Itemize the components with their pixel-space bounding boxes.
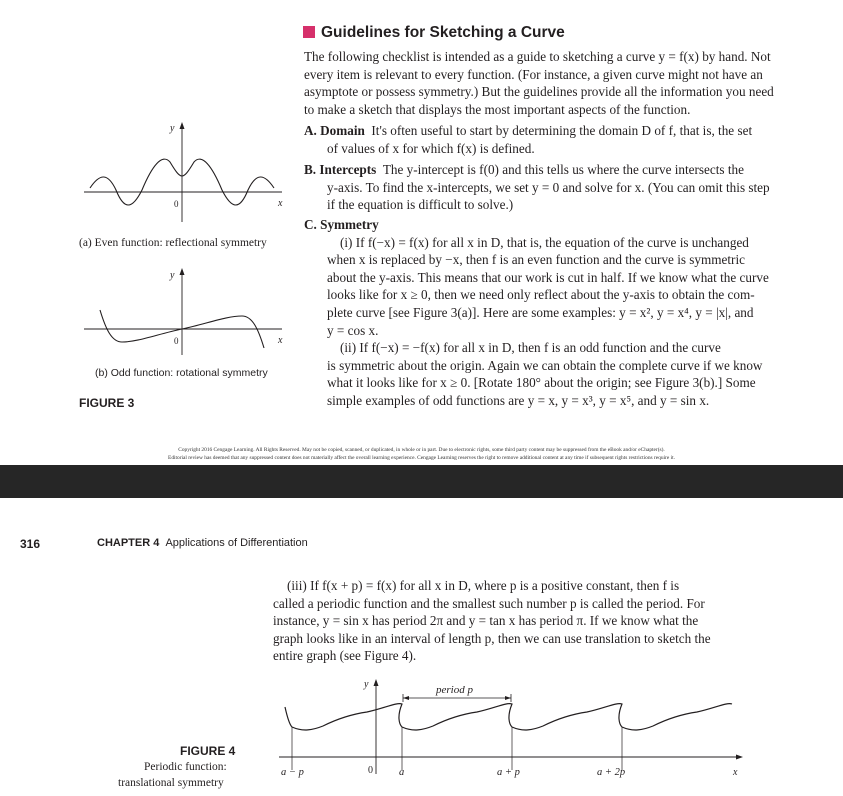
- origin-label: 0: [174, 336, 179, 346]
- text-line: The y-intercept is f(0) and this tells us where the curve intersects the: [382, 162, 744, 177]
- text-line: looks like for x ≥ 0, then we need only reflect about the y-axis to obtain the com-: [327, 287, 755, 303]
- x-axis-label: x: [278, 335, 283, 346]
- section-heading: Guidelines for Sketching a Curve: [303, 24, 565, 42]
- text-line: (iii) If f(x + p) = f(x) for all x in D, where p is a positive constant, then f is: [287, 578, 680, 593]
- figure-4-caption-line-2: translational symmetry: [118, 777, 224, 789]
- y-axis-label: y: [364, 679, 369, 690]
- text-line: every item is relevant to every function. (For instance, a given curve might not have an: [304, 66, 763, 82]
- page-divider: [0, 465, 843, 498]
- origin-label: 0: [368, 765, 373, 776]
- periodic-paragraph: [273, 577, 803, 665]
- figure-3a-caption: (a) Even function: reflectional symmetry: [79, 237, 267, 249]
- chapter-label: CHAPTER 4: [97, 537, 160, 549]
- intercepts-item: [304, 161, 824, 214]
- text-line: instance, y = sin x has period 2π and y = tan x has period π. If we know what the: [273, 613, 699, 629]
- text-line: plete curve [see Figure 3(a)]. Here are some examples: y = x², y = x⁴, y = |x|, and: [327, 304, 754, 320]
- figure-3-title: FIGURE 3: [79, 396, 135, 410]
- text-line: graph looks like in an interval of length p, then we can use translation to sketch the: [273, 630, 711, 646]
- period-label: period p: [436, 684, 473, 696]
- text-line: entire graph (see Figure 4).: [273, 648, 417, 664]
- heading-square-icon: [303, 26, 315, 38]
- tick-label: a + p: [497, 767, 520, 778]
- text-line: y = cos x.: [327, 322, 379, 338]
- text-line: asymptote or possess symmetry.) But the guidelines provide all the information you need: [304, 84, 774, 100]
- copyright-line: Editorial review has deemed that any suppressed content does not materially affect the overall learning experience. Cengage Learning reserves the right to remove additional content at any time if subsequent rights restrictions require it.: [168, 455, 675, 461]
- y-axis-arrow-icon: [180, 122, 185, 129]
- x-axis-arrow-icon: [736, 755, 743, 760]
- text-line: to make a sketch that displays the most important aspects of the function.: [304, 101, 691, 117]
- figure-4-title: FIGURE 4: [180, 744, 236, 758]
- y-axis-label: y: [170, 123, 175, 134]
- y-axis-arrow-icon: [374, 679, 379, 686]
- figure-4-caption-line-1: Periodic function:: [144, 761, 227, 773]
- text-line: when x is replaced by −x, then f is an even function and the curve is symmetric: [327, 252, 745, 268]
- chapter-title: Applications of Differentiation: [165, 537, 308, 549]
- text-line: what it looks like for x ≥ 0. [Rotate 180° about the origin; see Figure 3(b).] Some: [327, 375, 756, 391]
- text-line: It's often useful to start by determining the domain D of f, that is, the set: [371, 123, 753, 138]
- text-line: y-axis. To find the x-intercepts, we set y = 0 and solve for x. (You can omit this step: [327, 179, 770, 195]
- y-axis-label: y: [170, 270, 175, 281]
- tick-label: a + 2p: [597, 767, 626, 778]
- copyright-notice: [40, 446, 803, 462]
- text-line: (ii) If f(−x) = −f(x) for all x in D, then f is an odd function and the curve: [340, 340, 721, 356]
- text-line: if the equation is difficult to solve.): [327, 197, 514, 213]
- figure-3a-even-graph: [78, 118, 293, 228]
- text-line: called a periodic function and the smallest such number p is called the period. For: [273, 595, 705, 611]
- text-line: The following checklist is intended as a guide to sketching a curve y = f(x) by hand. Not: [304, 49, 771, 64]
- period-arrow-head: [403, 696, 409, 700]
- symmetry-item: [304, 216, 824, 410]
- figure-3b-odd-graph: [78, 260, 293, 365]
- text-line: is symmetric about the origin. Again we can obtain the complete curve if we know: [327, 357, 763, 373]
- text-line: of values of x for which f(x) is defined.: [327, 140, 535, 156]
- domain-label: A. Domain: [304, 123, 365, 138]
- figure-4-periodic-graph: [275, 674, 750, 789]
- x-axis-label: x: [278, 198, 283, 209]
- x-axis-label: x: [733, 767, 738, 778]
- symmetry-label: C. Symmetry: [304, 217, 379, 232]
- copyright-line: Copyright 2016 Cengage Learning. All Rights Reserved. May not be copied, scanned, or duplicated, in whole or in part. Due to electronic rights, some third party content may be suppressed from the eBook and/or eChapter(s).: [178, 447, 665, 453]
- tick-label: a − p: [281, 767, 304, 778]
- intercepts-label: B. Intercepts: [304, 162, 377, 177]
- intro-paragraph: [304, 48, 824, 118]
- tick-label: a: [399, 767, 405, 778]
- text-line: about the y-axis. This means that our work is cut in half. If we know what the curve: [327, 269, 769, 285]
- running-header: [97, 537, 308, 549]
- origin-label: 0: [174, 199, 179, 209]
- y-axis-arrow-icon: [180, 268, 185, 275]
- text-line: (i) If f(−x) = f(x) for all x in D, that is, the equation of the curve is unchanged: [340, 234, 749, 250]
- page-number: 316: [20, 537, 41, 551]
- period-arrow-head: [505, 696, 511, 700]
- text-line: simple examples of odd functions are y = x, y = x³, y = x⁵, and y = sin x.: [327, 392, 710, 408]
- domain-item: [304, 122, 824, 157]
- figure-3b-caption: (b) Odd function: rotational symmetry: [95, 367, 268, 379]
- periodic-curve: [285, 704, 732, 730]
